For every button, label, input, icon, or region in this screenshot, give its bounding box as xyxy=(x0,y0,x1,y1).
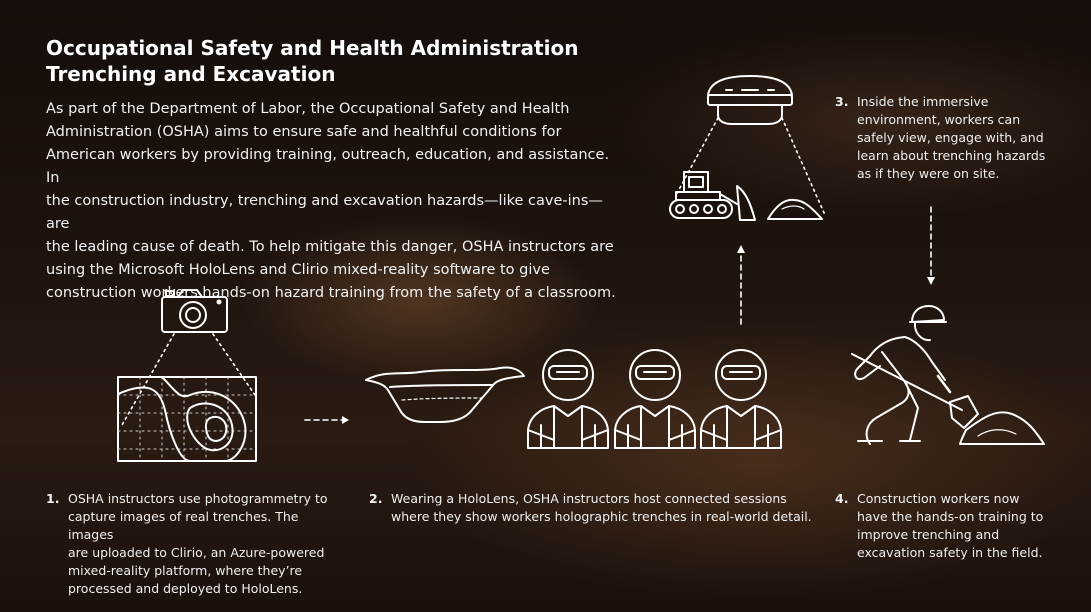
headset-icon xyxy=(708,76,792,124)
title-line: Trenching and Excavation xyxy=(46,62,336,86)
arrow-down xyxy=(927,207,935,285)
intro-line: construction workers hands-on hazard training from the safety of a classroom. xyxy=(46,285,616,301)
step-line: environment, workers can xyxy=(857,112,1021,127)
intro-line: American workers by providing training, outreach, education, and assistance. In xyxy=(46,147,610,186)
dirt-pile-icon xyxy=(768,200,822,219)
arrow-right xyxy=(305,416,349,424)
step-line: are uploaded to Clirio, an Azure-powered xyxy=(68,545,325,560)
step-line: safely view, engage with, and xyxy=(857,130,1044,145)
step-text xyxy=(46,490,346,598)
step-1 xyxy=(46,490,346,598)
digging-worker-icon xyxy=(852,306,1044,444)
trench-icon xyxy=(366,367,524,422)
step-line: mixed-reality platform, where they’re xyxy=(68,563,303,578)
hololens-worker-icon xyxy=(615,350,695,448)
step-3 xyxy=(835,93,1050,183)
title-line: Occupational Safety and Health Administration xyxy=(46,36,579,60)
step-line: OSHA instructors use photogrammetry to xyxy=(68,491,328,506)
hololens-worker-icon xyxy=(528,350,608,448)
arrow-up xyxy=(737,245,745,324)
step-text xyxy=(835,490,1065,562)
step-line: excavation safety in the field. xyxy=(857,545,1043,560)
intro-paragraph xyxy=(46,98,621,305)
step-line: Wearing a HoloLens, OSHA instructors host connected sessions xyxy=(391,491,787,506)
step-text xyxy=(835,93,1050,183)
step-line: processed and deployed to HoloLens. xyxy=(68,581,303,596)
intro-line: the construction industry, trenching and excavation hazards—like cave-ins—are xyxy=(46,193,603,232)
bulldozer-icon xyxy=(670,172,755,220)
step-2 xyxy=(369,490,829,526)
step-number: 3. xyxy=(835,94,849,109)
step-4 xyxy=(835,490,1065,562)
contour-map-icon xyxy=(118,377,256,461)
step-line: learn about trenching hazards xyxy=(857,148,1046,163)
step-line: Construction workers now xyxy=(857,491,1020,506)
hololens-worker-icon xyxy=(701,350,781,448)
step-number: 4. xyxy=(835,491,849,506)
intro-line: Administration (OSHA) aims to ensure safe and healthful conditions for xyxy=(46,124,562,140)
intro-line: the leading cause of death. To help mitigate this danger, OSHA instructors are xyxy=(46,239,614,255)
step-line: have the hands-on training to xyxy=(857,509,1044,524)
step-line: capture images of real trenches. The images xyxy=(68,509,299,542)
step-number: 1. xyxy=(46,491,60,506)
step-line: Inside the immersive xyxy=(857,94,989,109)
step-line: improve trenching and xyxy=(857,527,1000,542)
page-title xyxy=(46,35,646,87)
step-line: where they show workers holographic trenches in real-world detail. xyxy=(391,509,812,524)
step-text xyxy=(369,490,829,526)
intro-line: As part of the Department of Labor, the Occupational Safety and Health xyxy=(46,101,570,117)
step-line: as if they were on site. xyxy=(857,166,1000,181)
intro-line: using the Microsoft HoloLens and Clirio mixed-reality software to give xyxy=(46,262,550,278)
step-number: 2. xyxy=(369,491,383,506)
